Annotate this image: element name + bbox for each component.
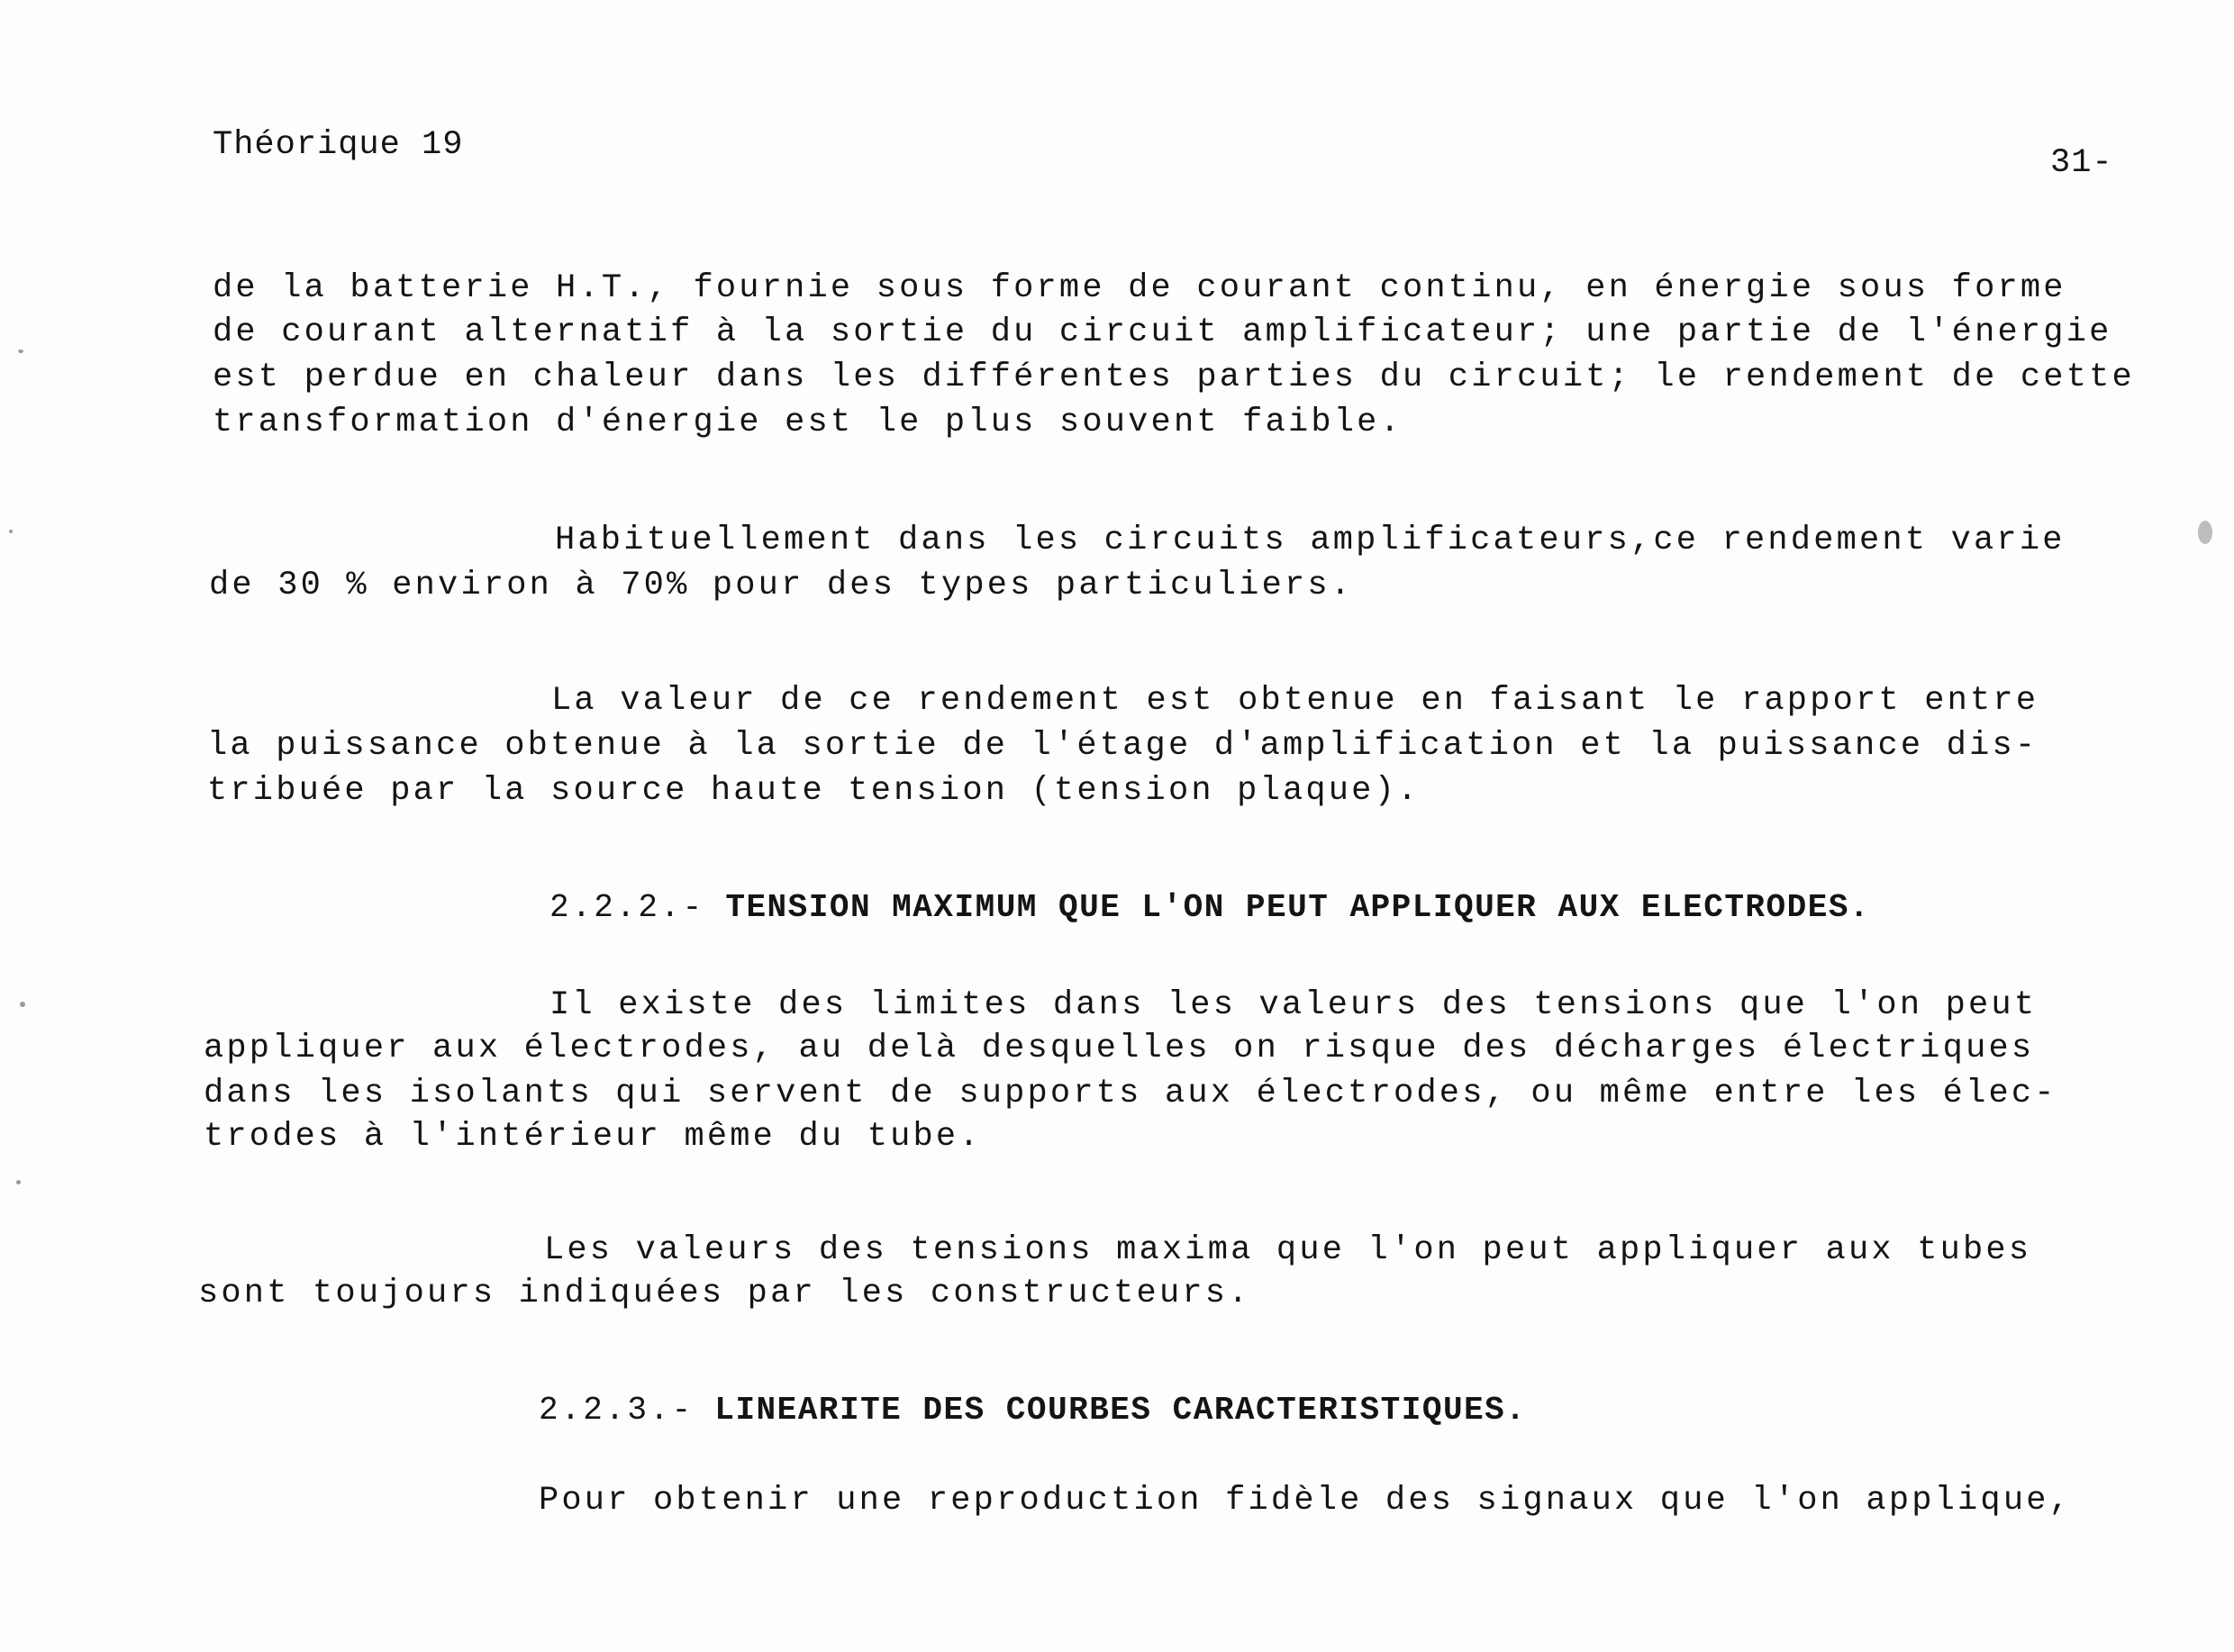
paragraph-4-line-2: appliquer aux électrodes, au delà desquelles on risque des décharges électriques — [204, 1030, 2035, 1067]
paragraph-4-line-1: Il existe des limites dans les valeurs des tensions que l'on peut — [549, 986, 2038, 1024]
paragraph-1-line-1: de la batterie H.T., fournie sous forme de courant continu, en énergie sous forme — [213, 269, 2066, 307]
paragraph-4-line-4: trodes à l'intérieur même du tube. — [204, 1118, 982, 1156]
section-heading-2-2-2 — [549, 889, 1871, 926]
scan-speck — [20, 1002, 25, 1007]
paragraph-3-line-2: la puissance obtenue à la sortie de l'étage d'amplification et la puissance dis- — [207, 727, 2039, 765]
paragraph-3-line-1: La valeur de ce rendement est obtenue en faisant le rapport entre — [551, 682, 2039, 720]
scan-speck — [2198, 521, 2212, 544]
paragraph-1-line-4: transformation d'énergie est le plus souvent faible. — [213, 404, 1403, 441]
paragraph-2-line-2: de 30 % environ à 70% pour des types particuliers. — [209, 567, 1354, 604]
section-title: TENSION MAXIMUM QUE L'ON PEUT APPLIQUER AUX ELECTRODES. — [725, 889, 1871, 926]
paragraph-6-line-1: Pour obtenir une reproduction fidèle des signaux que l'on applique, — [539, 1482, 2073, 1520]
section-number: 2.2.3.- — [539, 1392, 695, 1429]
paragraph-5-line-2: sont toujours indiquées par les constructeurs. — [198, 1275, 1251, 1312]
page-number: 31- — [2050, 144, 2113, 182]
section-heading-2-2-3 — [539, 1394, 1526, 1427]
section-number: 2.2.2.- — [549, 889, 705, 926]
paragraph-5-line-1: Les valeurs des tensions maxima que l'on peut appliquer aux tubes — [544, 1231, 2032, 1269]
scan-speck — [18, 349, 23, 353]
paragraph-4-line-3: dans les isolants qui servent de supports aux électrodes, ou même entre les élec- — [204, 1075, 2057, 1112]
paragraph-1-line-2: de courant alternatif à la sortie du circuit amplificateur; une partie de l'énergie — [213, 313, 2112, 351]
scan-speck — [9, 530, 13, 533]
paragraph-1-line-3: est perdue en chaleur dans les différentes parties du circuit; le rendement de cette — [213, 359, 2135, 396]
page-header-title: Théorique 19 — [213, 126, 464, 164]
section-title: LINEARITE DES COURBES CARACTERISTIQUES. — [714, 1392, 1527, 1429]
paragraph-2-line-1: Habituellement dans les circuits amplificateurs,ce rendement varie — [555, 522, 2066, 559]
paragraph-3-line-3: tribuée par la source haute tension (tension plaque). — [207, 772, 1421, 810]
scan-speck — [16, 1180, 21, 1185]
